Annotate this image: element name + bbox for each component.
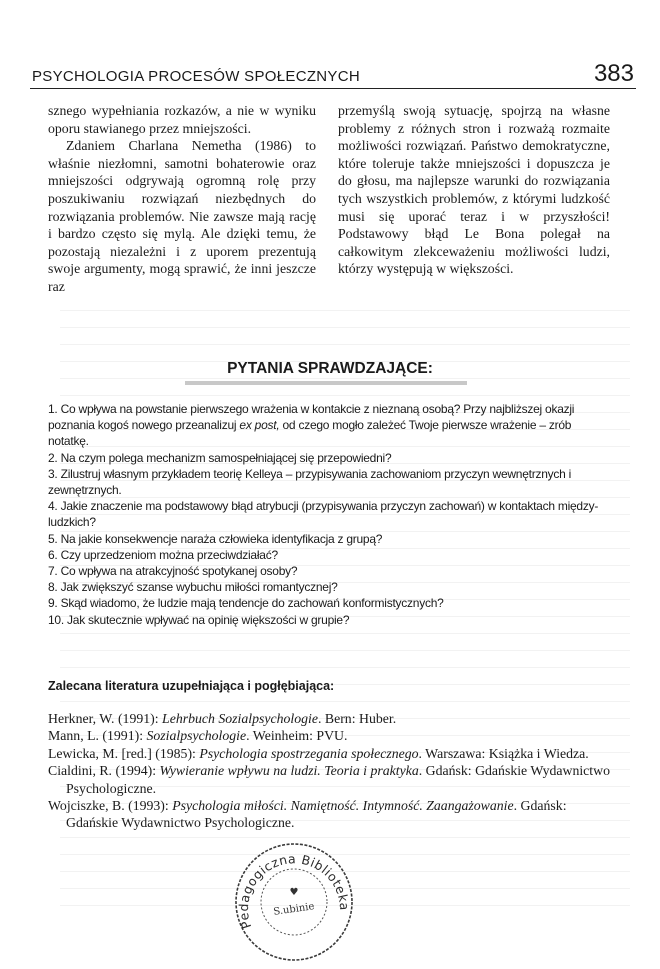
question-item: [48, 579, 610, 595]
stamp-arc-text: Pedagogiczna Biblioteka: [235, 851, 353, 931]
section-title: PYTANIA SPRAWDZAJĄCE:: [227, 360, 433, 377]
reference-author: Herkner, W. (1991):: [48, 711, 163, 726]
question-text: Na jakie konsekwencje naraża człowieka identyfikacja z grupą?: [60, 531, 383, 546]
page-number: 383: [593, 60, 634, 87]
question-list: [48, 401, 610, 628]
right-column: [338, 102, 610, 278]
question-number: 9.: [48, 596, 58, 611]
question-item: [48, 595, 610, 611]
question-item: [48, 401, 610, 450]
reference-title: Wywieranie wpływu na ludzi. Teoria i praktyka: [159, 763, 419, 779]
question-item: [48, 612, 610, 628]
reference-rest: . Weinheim: PVU.: [246, 728, 348, 744]
title-underline: [185, 381, 467, 385]
reference-author: Mann, L. (1991):: [48, 728, 147, 744]
question-item: [48, 563, 610, 579]
question-number: 6.: [48, 547, 58, 562]
question-text: Co wpływa na powstanie pierwszego wrażenia w kontakcie z nieznaną osobą? Przy najbliższej okazji poznania kogoś nowego przeanalizuj: [48, 402, 575, 433]
question-text: od czego mogło zależeć Twoje pierwsze wrażenie – zrób notatkę.: [48, 418, 572, 449]
reference-list: [48, 710, 613, 832]
reference-title: Psychologia miłości. Namiętność. Intymność. Zaangażowanie: [172, 798, 514, 814]
question-number: 1.: [48, 402, 58, 416]
paragraph: Zdaniem Charlana Nemetha (1986) to właśnie niezłomni, samotni bohaterowie oraz mniejszości odgrywają ogromną rolę przy poszukiwaniu rozwiązań niezbędnych do rozwiązania problemów. Nie zawsze mają rację i bardzo często się mylą. Ale dzięki temu, że pozostają niezależni i z uporem prezentują swoje argumenty, mogą sprawić, że inni jeszcze raz: [48, 138, 316, 294]
stamp-center-text: S.ubinie: [272, 901, 316, 918]
reference-item: [48, 710, 613, 727]
reference-item: [48, 762, 613, 797]
library-stamp: [232, 840, 356, 964]
reference-author: Cialdini, R. (1994):: [48, 763, 160, 779]
question-number: 10.: [48, 612, 64, 627]
question-text: Na czym polega mechanizm samospełniającej się przepowiedni?: [60, 450, 392, 465]
question-number: 8.: [48, 580, 58, 595]
question-item: [48, 498, 610, 530]
reference-author: Wojciszke, B. (1993):: [48, 798, 173, 814]
reference-item: [48, 727, 613, 744]
left-column: [48, 102, 316, 296]
question-number: 4.: [48, 499, 58, 514]
paragraph: przemyślą swoją sytuację, spojrzą na własne problemy z różnych stron i rozważą rozmaite możliwości rozwiązań. Państwo demokratyczne, które toleruje także mniejszości i dopuszcza je do głosu, ma najlepsze warunki do rozwiązania tych wszystkich problemów, z którymi ludzkość musi się uporać teraz i w przyszłości! Podstawowy błąd Le Bona polegał na całkowitym zlekceważeniu możliwości ludzi, którzy występują w większości.: [338, 103, 610, 277]
question-text: Co wpływa na atrakcyjność spotykanej osoby?: [60, 564, 298, 579]
question-item: [48, 547, 610, 563]
reference-title: Sozialpsychologie: [146, 728, 247, 744]
question-text: Jak zwiększyć szanse wybuchu miłości romantycznej?: [60, 580, 338, 595]
question-item: [48, 531, 610, 547]
reference-author: Lewicka, M. [red.] (1985):: [48, 745, 200, 761]
stamp-mark: ♥: [289, 887, 299, 898]
question-text: Czy uprzedzeniom można przeciwdziałać?: [60, 547, 278, 562]
reference-rest: . Gdańsk: Gdańskie Wydawnictwo Psychologiczne.: [66, 763, 611, 796]
reference-title: Lehrbuch Sozialpsychologie: [162, 711, 318, 726]
question-number: 2.: [48, 450, 58, 465]
question-text: Skąd wiadomo, że ludzie mają tendencje do zachowań konformistycznych?: [60, 596, 444, 611]
question-number: 3.: [48, 466, 58, 481]
paragraph: sznego wypełniania rozkazów, a nie w wyniku oporu stawianego przez mniejszości.: [48, 103, 316, 136]
question-italic: ex post,: [239, 418, 280, 433]
question-text: Jakie znaczenie ma podstawowy błąd atrybucji (przypisywania przyczyn zachowań) w kontaktach międzyludzkich?: [48, 499, 599, 530]
question-number: 7.: [48, 564, 58, 579]
question-text: Jak skutecznie wpływać na opinię większości w grupie?: [67, 612, 350, 627]
running-head: PSYCHOLOGIA PROCESÓW SPOŁECZNYCH: [32, 68, 360, 85]
reference-item: [48, 797, 613, 832]
reference-item: [48, 745, 613, 762]
reference-rest: . Gdańsk: Gdańskie Wydawnictwo Psychologiczne.: [66, 798, 567, 831]
page-header: [30, 58, 636, 89]
reference-rest: . Warszawa: Książka i Wiedza.: [418, 745, 589, 761]
question-item: [48, 466, 610, 498]
literature-heading: Zalecana literatura uzupełniająca i pogłębiająca:: [48, 679, 335, 693]
reference-rest: . Bern: Huber.: [317, 711, 397, 726]
reference-title: Psychologia spostrzegania społecznego: [199, 745, 419, 761]
question-text: Zilustruj własnym przykładem teorię Kelleya – przypisywania zachowaniom przyczyn wewnętrznych i zewnętrznych.: [48, 466, 572, 498]
question-number: 5.: [48, 531, 58, 546]
question-item: [48, 450, 610, 466]
